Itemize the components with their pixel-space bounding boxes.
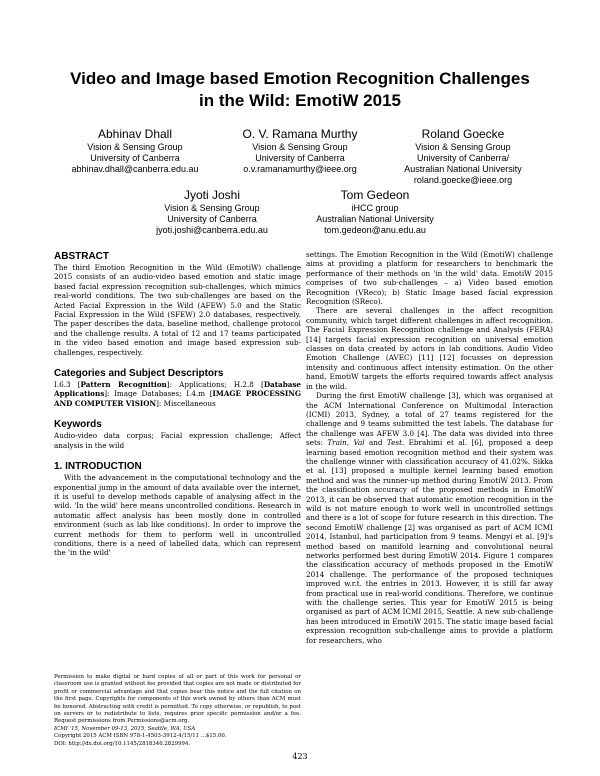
author-email: jyoti.joshi@canberra.edu.au (156, 225, 268, 235)
author-affiliation: iHCC group (351, 203, 399, 213)
author-affiliation: Vision & Sensing Group (164, 203, 260, 213)
author-block (137, 188, 287, 236)
title-line-1: Video and Image based Emotion Recognition Challenges (70, 69, 530, 88)
author-block (60, 127, 210, 175)
author-affiliation: Vision & Sensing Group (415, 142, 511, 152)
left-column (54, 250, 301, 558)
paper-title (40, 68, 560, 112)
introduction-text: With the advancement in the computational technology and the exponential jump in the amount of data available over the internet, it is useful to develop methods capable of analysing affect in the wild. 'In the wild' here means uncontrolled conditions. Research in automatic affect analysis has been mostly done in controlled environment (such as lab like conditions). In order to improve the current methods for them to perform well in uncontrolled conditions, there is a need of labelled data, which can represent the 'in the wild' (54, 473, 301, 558)
author-affiliation: Vision & Sensing Group (87, 142, 183, 152)
categories-text (54, 380, 301, 408)
doi-line: DOI: http://dx.doi.org/10.1145/2818346.2829994. (54, 740, 191, 747)
category-term: Database Applications (54, 380, 301, 399)
author-affiliation: Australian National University (316, 214, 434, 224)
body-paragraph: There are several challenges in the affect recognition community, which target different challenges in affect recognition. The Facial Expression Recognition challenge and Analysis (FERA) [14] targets facial expression recognition on universal emotion classes on data created by actors in lab conditions. Audio Video Emotion Challenge (AVEC) [11] [12] focusses on depression intensity and continuous affect intensity estimation. On the other hand, EmotiW targets the efforts required towards affect analysis in the wild. (306, 306, 553, 391)
author-block (378, 127, 548, 186)
set-name: Val (353, 438, 365, 448)
author-name: Jyoti Joshi (183, 188, 241, 202)
categories-text-part: ]: Miscellaneous (156, 398, 216, 408)
author-name: Roland Goecke (421, 127, 505, 141)
title-line-2: in the Wild: EmotiW 2015 (199, 91, 401, 110)
categories-text-part: ]: Applications; H.2.8 [ (166, 380, 264, 390)
author-block (300, 188, 450, 236)
keywords-text: Audio-video data corpus; Facial expression challenge; Affect analysis in the wild (54, 431, 301, 450)
copyright-line: Copyright 2015 ACM ISBN 978-1-4503-3912-4/15/11 ...$15.00. (54, 733, 227, 740)
author-affiliation: University of Canberra (255, 153, 345, 163)
copyright-footnote (54, 674, 301, 748)
keywords-heading: Keywords (54, 419, 102, 431)
permission-text: Permission to make digital or hard copies of all or part of this work for personal or classroom use is granted without fee provided that copies are not made or distributed for profit or commercial advantage and that copies bear this notice and the full citation on the first page. Copyrights for components of this work owned by others than ACM must be honored. Abstracting with credit is permitted. To copy otherwise, or republish, to post on servers or to redistribute to lists, requires prior specific permission and/or a fee. Request permissions from Permissions@acm.org. (54, 674, 301, 725)
author-affiliation: University of Canberra/ (416, 153, 510, 163)
author-email: o.v.ramanamurthy@ieee.org (243, 164, 357, 174)
categories-text-part: ]: Image Databases; I.4.m [ (104, 389, 213, 399)
body-paragraph (306, 391, 553, 645)
paragraph-text: . Ebrahimi et al. [6], proposed a deep learning based emotion recognition method and their system was the challenge winner with classification accuracy of 41.02%. Sikka et al. [13] proposed a multiple kernel learning based emotion method and was the runner-up method during EmotiW 2013. From the classification accuracy of the proposed methods in EmotiW 2013, it can be observed that automatic emotion recognition in the wild is not mature enough to work well in uncontrolled settings and there is a lot of scope for future research in this direction. The second EmotiW challenge [2] was organised as part of ACM ICMI 2014, Istanbul, had participation from 9 teams. Mengyi et al. [9]'s method based on manifold learning and convolutional neural networks performed best during EmotiW 2014. Figure 1 compares the classification accuracy of methods proposed in the EmotiW 2014 challenge. The performance of the proposed techniques improved w.r.t. the entries in 2013. However, it is still far away from practical use in real-world conditions. Therefore, we continue with the challenge series. This year for EmotiW 2015 is being organised as part of ACM ICMI 2015, Seattle. A new sub-challenge has been introduced in EmotiW 2015. The static image based facial expression recognition sub-challenge aims to provide a platform for researchers, who (306, 438, 553, 645)
category-term: Pattern Recognition (80, 380, 167, 390)
paragraph-text: During the first EmotiW challenge [3], which was organised at the ACM International Conference on Multimodal Interaction (ICMI) 2013, Sydney, a total of 27 teams registered for the challenge and 9 teams submitted the test labels. The database for the challenge was AFEW 3.0 [4]. The data was divided into three sets: (306, 391, 553, 448)
set-name: Test (386, 438, 402, 448)
abstract-heading: ABSTRACT (54, 251, 109, 262)
author-affiliation: University of Canberra (90, 153, 180, 163)
category-term: IMAGE PROCESSING AND COMPUTER VISION (54, 389, 301, 408)
categories-text-part: I.6.3 [ (54, 380, 81, 390)
author-email: abhinav.dhall@canberra.edu.au (71, 164, 199, 174)
body-paragraph: settings. The Emotion Recognition in the Wild (EmotiW) challenge aims at providing a platform for researchers to benchmark the performance of their methods on 'in the wild' data. EmotiW 2015 comprises of two sub-challenges – a) Video based emotion Recognition (VReco); b) Static Image based facial expression Recognition (SReco). (306, 250, 553, 307)
author-name: O. V. Ramana Murthy (242, 127, 358, 141)
paragraph-text: and (364, 438, 387, 448)
author-block (225, 127, 375, 175)
author-name: Tom Gedeon (340, 188, 410, 202)
page-number: 423 (292, 752, 308, 761)
author-affiliation: Australian National University (404, 164, 522, 174)
abstract-text: The third Emotion Recognition in the Wild (EmotiW) challenge 2015 consists of an audio-video based emotion and static image based facial expression recognition sub-challenges, which mimics real-world conditions. The two sub-challenges are based on the Acted Facial Expression in the Wild (AFEW) 5.0 and the Static Facial Expression in the Wild (SFEW) 2.0 databases, respectively. The paper describes the data, baseline method, challenge protocol and the challenge results. A total of 12 and 17 teams participated in the video based emotion and image based expression sub-challenges, respectively. (54, 263, 301, 357)
categories-heading: Categories and Subject Descriptors (54, 368, 224, 380)
right-column (306, 250, 553, 645)
author-email: roland.goecke@ieee.org (413, 175, 513, 185)
author-name: Abhinav Dhall (97, 127, 173, 141)
set-name: Train (327, 438, 347, 448)
author-email: tom.gedeon@anu.edu.au (324, 225, 426, 235)
conference-info: ICMI '15, November 09-13, 2015, Seattle, WA, USA (54, 725, 196, 732)
introduction-heading: 1. INTRODUCTION (54, 461, 142, 473)
author-affiliation: University of Canberra (167, 214, 257, 224)
paragraph-text: , (346, 438, 354, 448)
author-affiliation: Vision & Sensing Group (252, 142, 348, 152)
